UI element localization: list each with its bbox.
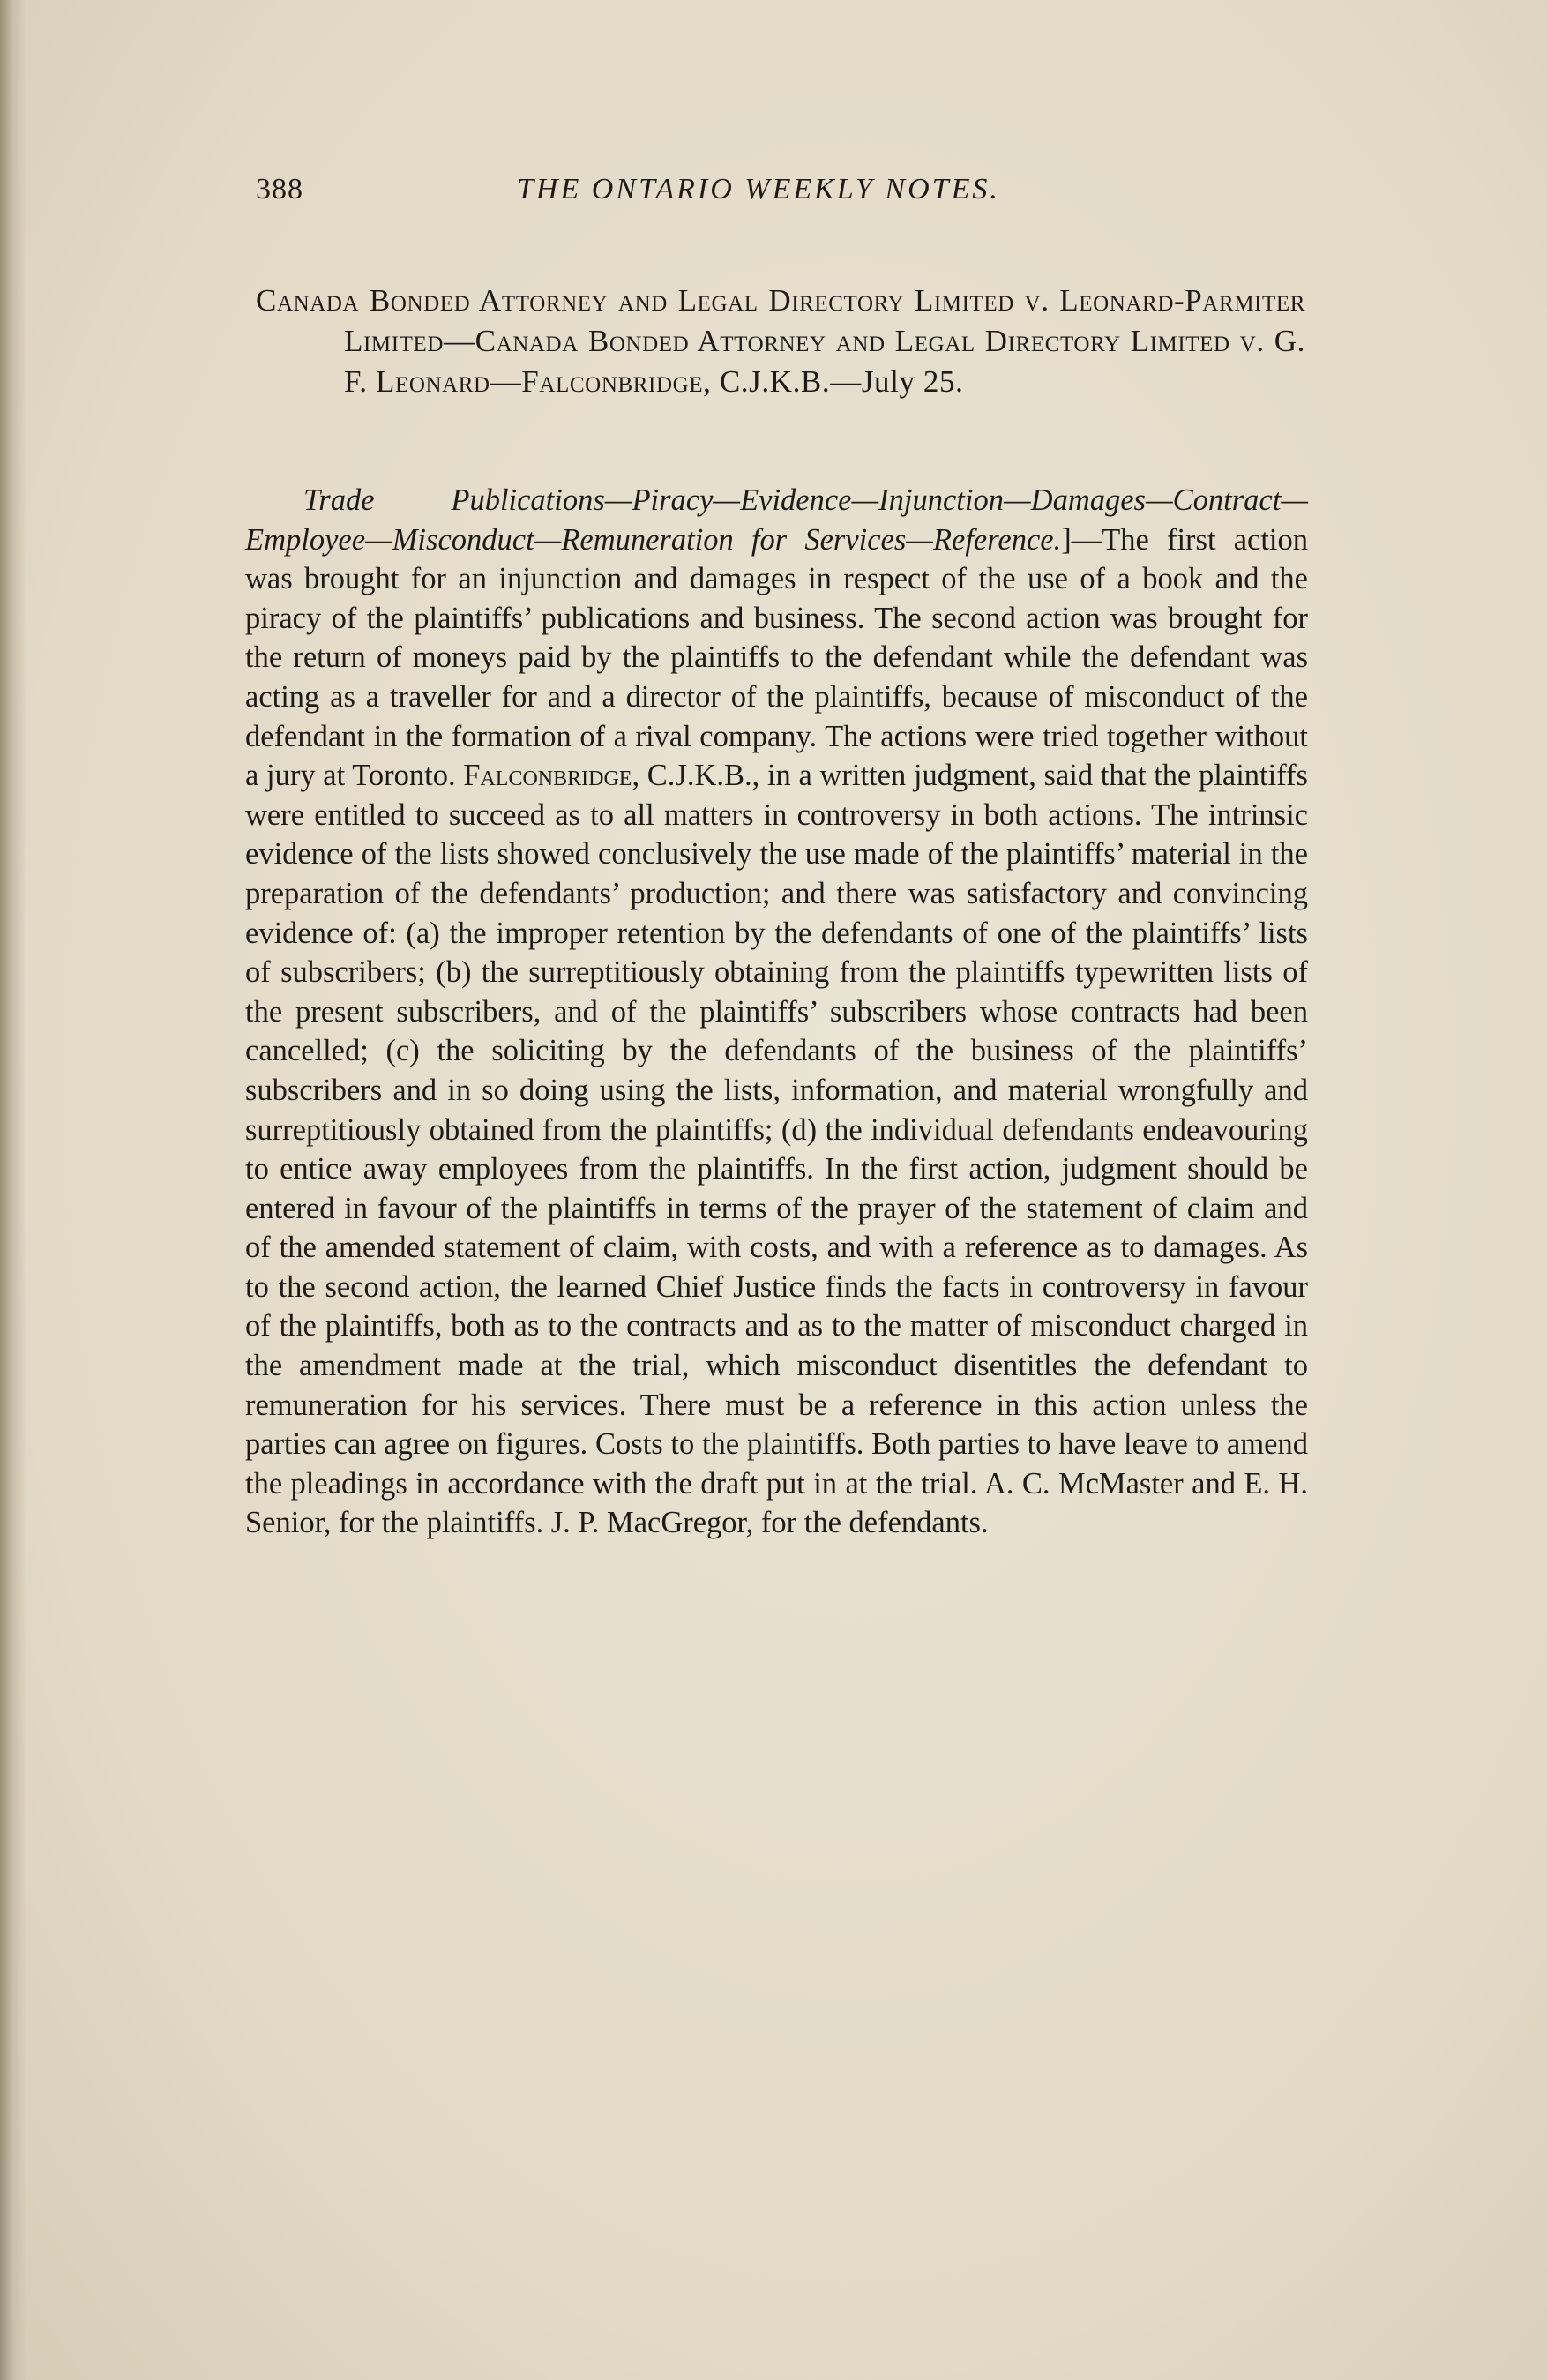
report-text-part-2: , C.J.K.B., in a written judgment, said that the plaintiffs were entitled to succeed as to all matters in controversy in both actions. The intrinsic evidence of the lists showed conclusively the use made of the plaintiffs’ material in the preparation of the defendants’ production; and there was satisfactory and convincing evidence of: (a) the improper retention by the defendants of one of the plaintiffs’ lists of subscribers; (b) the surreptitiously obtaining from the plaintiffs typewritten lists of the present subscribers, and of the plaintiffs’ subscribers whose contracts had been cancelled; (c) the soliciting by the defendants of the business of the plaintiffs’ subscribers and in so doing using the lists, information, and material wrongfully and surreptitiously obtained from the plaintiffs; (d) the individual defendants endeavouring to entice away employees from the plaintiffs. In the first action, judgment should be entered in favour of the plaintiffs in terms of the prayer of the statement of claim and of the amended statement of claim, with costs, and with a reference as to damages. As to the second action, the learned Chief Justice finds the facts in controversy in favour of the plaintiffs, both as to the contracts and as to the matter of misconduct charged in the amendment made at the trial, which misconduct disentitles the defendant to remuneration for his services. There must be a reference in this action unless the parties can agree on figures. Costs to the plaintiffs. Both parties to have leave to amend the pleadings in accordance with the draft put in at the trial. A. C. McMaster and E. H. Senior, for the plaintiffs. J. P. MacGregor, for the defendants. [245, 759, 1308, 1540]
running-head [256, 173, 1314, 217]
journal-title: THE ONTARIO WEEKLY NOTES. [517, 173, 1000, 206]
binding-shadow [0, 0, 26, 2380]
page-number: 388 [256, 173, 303, 206]
case-parties: Canada Bonded Attorney and Legal Directory Limited v. Leonard-Parmiter Limited—Canada Bonded Attorney and Legal Directory Limited v. G. F. Leonard—Falconbridge, C.J.K.B.— [256, 283, 1305, 399]
case-report-paragraph [245, 481, 1308, 1543]
judge-name: Falconbridge [463, 759, 632, 793]
case-heading [256, 281, 1305, 402]
report-text-part-1: ]—The first action was brought for an injunction and damages in respect of the use of a book and the piracy of the plaintiffs’ publications and business. The second action was brought for the return of moneys paid by the plaintiffs to the defendant while the defendant was acting as a traveller for and a director of the plaintiffs, because of misconduct of the defendant in the formation of a rival company. The actions were tried together without a jury at Toronto. [245, 522, 1308, 793]
catchwords: Trade Publications—Piracy—Evidence—Injunction—Damages—Contract—Employee—Misconduct—Remuneration for Services—Reference. [245, 483, 1308, 557]
case-date: July 25. [861, 364, 964, 399]
